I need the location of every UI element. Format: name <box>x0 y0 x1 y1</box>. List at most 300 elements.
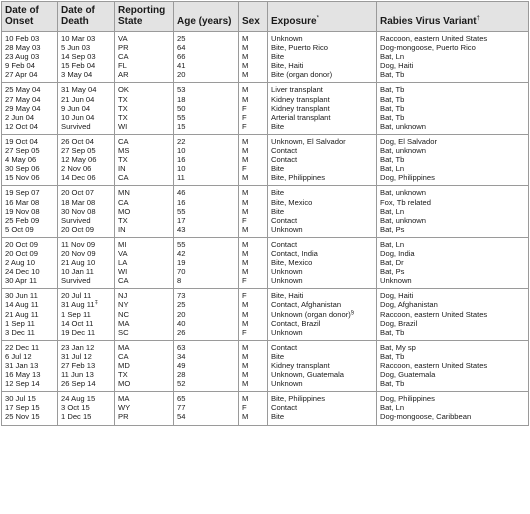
cell-date-of-onset <box>2 300 58 309</box>
cell-text: M <box>242 173 249 183</box>
table-row <box>2 113 529 122</box>
cell-text: 14 Oct 11 <box>61 318 94 328</box>
cell-text: MN <box>118 188 130 198</box>
cell-rabies-virus-variant <box>377 249 529 258</box>
cell-age <box>174 258 239 267</box>
table-row <box>2 52 529 61</box>
cell-text: 3 Dec 11 <box>5 327 35 337</box>
cell-age <box>174 403 239 412</box>
cell-text: F <box>242 164 247 174</box>
table-row <box>2 258 529 267</box>
cell-date-of-onset <box>2 289 58 301</box>
cell-reporting-state <box>115 267 174 276</box>
cell-sex <box>239 95 268 104</box>
cell-text: F <box>242 276 247 286</box>
cell-sex <box>239 32 268 44</box>
cell-reporting-state <box>115 173 174 186</box>
cell-exposure <box>268 225 377 238</box>
cell-reporting-state <box>115 113 174 122</box>
cell-text: Dog, Guatemala <box>380 370 436 380</box>
cell-reporting-state <box>115 164 174 173</box>
cell-text: 21 Aug 11 <box>5 309 39 319</box>
cell-text: Dog, El Salvador <box>380 136 437 146</box>
cell-date-of-onset <box>2 164 58 173</box>
cell-text: Contact, India <box>271 248 318 258</box>
table-row <box>2 361 529 370</box>
cell-date-of-death <box>58 340 115 352</box>
cell-text: Bat, Ps <box>380 224 405 234</box>
cell-age <box>174 104 239 113</box>
cell-exposure <box>268 392 377 404</box>
cell-text: 55 <box>177 112 186 122</box>
cell-reporting-state <box>115 310 174 319</box>
cell-text: Survived <box>61 121 91 131</box>
cell-text: NC <box>118 309 129 319</box>
cell-text: WI <box>118 267 128 277</box>
cell-text: TX <box>118 370 128 380</box>
cell-text: 31 Aug 11 <box>61 300 95 310</box>
cell-text: 53 <box>177 85 186 95</box>
cell-age <box>174 361 239 370</box>
cell-text: Survived <box>61 276 91 286</box>
cell-rabies-virus-variant <box>377 104 529 113</box>
cell-text: 19 Nov 08 <box>5 206 40 216</box>
cell-text: 4 May 06 <box>5 155 37 165</box>
table-row <box>2 70 529 83</box>
cell-text: Unknown <box>380 276 412 286</box>
cell-date-of-death <box>58 289 115 301</box>
cell-reporting-state <box>115 122 174 135</box>
cell-text: 30 Jun 11 <box>5 291 38 301</box>
cell-date-of-onset <box>2 258 58 267</box>
cell-text: SC <box>118 327 129 337</box>
cell-exposure <box>268 207 377 216</box>
cell-text: 10 Jun 04 <box>61 112 95 122</box>
cell-text: 12 Oct 04 <box>5 121 38 131</box>
cell-text: 16 <box>177 155 186 165</box>
cell-text: F <box>242 121 247 131</box>
cell-text: MD <box>118 361 130 370</box>
cell-text: 1 Dec 15 <box>61 412 92 422</box>
cell-age <box>174 267 239 276</box>
cell-date-of-death <box>58 198 115 207</box>
cell-text: OK <box>118 85 129 95</box>
cell-exposure <box>268 146 377 155</box>
cell-text: 16 <box>177 197 186 207</box>
cell-reporting-state <box>115 43 174 52</box>
cell-text: M <box>242 146 249 156</box>
cell-text: 27 Sep 05 <box>61 146 96 156</box>
header-label: Date of Death <box>61 5 95 27</box>
cell-reporting-state <box>115 207 174 216</box>
cell-text: Bat, unknown <box>380 146 427 156</box>
cell-reporting-state <box>115 319 174 328</box>
cell-reporting-state <box>115 61 174 70</box>
cell-text: 42 <box>177 248 186 258</box>
cell-exposure <box>268 249 377 258</box>
cell-text: Bat, Ps <box>380 267 405 277</box>
cell-sex <box>239 83 268 95</box>
cell-date-of-onset <box>2 95 58 104</box>
cell-text: 22 <box>177 136 186 146</box>
cell-text: 46 <box>177 188 186 198</box>
cell-text: Contact, Brazil <box>271 318 321 328</box>
cell-text: 12 May 06 <box>61 155 97 165</box>
cell-exposure <box>268 198 377 207</box>
cell-text: M <box>242 300 249 310</box>
cell-exposure <box>268 216 377 225</box>
cell-date-of-death <box>58 186 115 198</box>
cell-text: 30 Nov 08 <box>61 206 96 216</box>
cell-age <box>174 370 239 379</box>
row-group <box>2 392 529 425</box>
table-row <box>2 319 529 328</box>
cell-text: Dog, Philippines <box>380 394 435 404</box>
cell-date-of-death <box>58 164 115 173</box>
cell-text: 55 <box>177 206 186 216</box>
cell-text: 20 Oct 07 <box>61 188 94 198</box>
cell-exposure <box>268 258 377 267</box>
table-row <box>2 289 529 301</box>
cell-date-of-death <box>58 310 115 319</box>
cell-date-of-death <box>58 300 115 309</box>
cell-date-of-death <box>58 122 115 135</box>
cell-date-of-onset <box>2 237 58 249</box>
cell-text: 2 Aug 10 <box>5 258 35 268</box>
row-group <box>2 134 529 185</box>
cell-text: 77 <box>177 403 186 413</box>
table-row <box>2 340 529 352</box>
cell-date-of-death <box>58 61 115 70</box>
cell-exposure <box>268 43 377 52</box>
cell-text: M <box>242 206 249 216</box>
cell-text: Dog, Haiti <box>380 291 414 301</box>
header-date-of-death <box>58 2 115 32</box>
cell-text: Bat, Tb <box>380 85 405 95</box>
cell-text: Arterial transplant <box>271 112 331 122</box>
cell-rabies-virus-variant <box>377 267 529 276</box>
header-label: Reporting State <box>118 5 166 27</box>
cell-text: CA <box>118 276 129 286</box>
cell-date-of-onset <box>2 122 58 135</box>
cell-text: 54 <box>177 412 186 422</box>
cell-age <box>174 392 239 404</box>
footnote-marker: § <box>350 309 355 315</box>
table-row <box>2 379 529 392</box>
cell-text: Bite (organ donor) <box>271 70 333 80</box>
cell-text: Bat, Ln <box>380 164 405 174</box>
cell-text: 1 Sep 11 <box>61 309 91 319</box>
cell-rabies-virus-variant <box>377 289 529 301</box>
cell-age <box>174 310 239 319</box>
cell-sex <box>239 186 268 198</box>
cell-rabies-virus-variant <box>377 207 529 216</box>
row-group <box>2 237 529 288</box>
table-row <box>2 134 529 146</box>
cell-text: 73 <box>177 291 186 301</box>
cell-rabies-virus-variant <box>377 52 529 61</box>
cell-sex <box>239 412 268 425</box>
header-label: Sex <box>242 16 260 27</box>
row-group <box>2 186 529 237</box>
cell-exposure <box>268 61 377 70</box>
cell-sex <box>239 392 268 404</box>
table-row <box>2 352 529 361</box>
cell-text: Dog, Haiti <box>380 61 414 71</box>
cell-sex <box>239 61 268 70</box>
cell-text: F <box>242 403 247 413</box>
cell-date-of-onset <box>2 267 58 276</box>
cell-sex <box>239 122 268 135</box>
cell-date-of-onset <box>2 352 58 361</box>
cell-age <box>174 276 239 289</box>
cell-text: AR <box>118 70 129 80</box>
cell-date-of-death <box>58 83 115 95</box>
table-row <box>2 122 529 135</box>
cell-reporting-state <box>115 198 174 207</box>
cell-text: 25 May 04 <box>5 85 41 95</box>
cell-date-of-death <box>58 249 115 258</box>
cell-sex <box>239 267 268 276</box>
cell-reporting-state <box>115 276 174 289</box>
cell-date-of-death <box>58 225 115 238</box>
cell-text: 31 May 04 <box>61 85 97 95</box>
cell-sex <box>239 52 268 61</box>
cell-rabies-virus-variant <box>377 95 529 104</box>
cell-exposure <box>268 95 377 104</box>
cell-text: MA <box>118 394 130 404</box>
cell-reporting-state <box>115 32 174 44</box>
cell-reporting-state <box>115 352 174 361</box>
header-date-of-onset <box>2 2 58 32</box>
cell-text: M <box>242 267 249 277</box>
cell-text: TX <box>118 112 128 122</box>
cell-text: Unknown <box>271 34 303 43</box>
cell-text: 8 <box>177 276 182 286</box>
cell-text: Raccoon, eastern United States <box>380 309 488 319</box>
cell-text: WY <box>118 403 131 413</box>
cell-age <box>174 113 239 122</box>
cell-text: Dog, India <box>380 248 415 258</box>
cell-text: TX <box>118 94 128 104</box>
header-age <box>174 2 239 32</box>
cell-text: Bat, Ln <box>380 239 405 249</box>
cell-text: Unknown <box>271 224 303 234</box>
cell-text: MI <box>118 239 127 249</box>
cell-text: CA <box>118 136 129 146</box>
table-row <box>2 392 529 404</box>
cell-text: Bite <box>271 206 285 216</box>
cell-text: Contact <box>271 342 298 352</box>
cell-sex <box>239 289 268 301</box>
cell-age <box>174 207 239 216</box>
cell-text: 5 Jun 03 <box>61 43 91 53</box>
cell-exposure <box>268 237 377 249</box>
footnote-marker: * <box>316 15 319 22</box>
cell-date-of-onset <box>2 146 58 155</box>
cell-text: Dog-mongoose, Puerto Rico <box>380 43 476 53</box>
cell-rabies-virus-variant <box>377 164 529 173</box>
row-group <box>2 83 529 134</box>
cell-text: 1 Sep 11 <box>5 318 35 328</box>
cell-text: M <box>242 85 249 95</box>
cell-text: 21 Aug 10 <box>61 258 96 268</box>
cell-text: VA <box>118 34 128 43</box>
cell-date-of-death <box>58 146 115 155</box>
cell-text: 9 Feb 04 <box>5 61 35 71</box>
cell-text: 31 Jan 13 <box>5 361 39 370</box>
row-group <box>2 32 529 83</box>
cell-reporting-state <box>115 146 174 155</box>
cell-rabies-virus-variant <box>377 70 529 83</box>
cell-text: CA <box>118 351 129 361</box>
cell-exposure <box>268 352 377 361</box>
cell-sex <box>239 70 268 83</box>
cell-text: Bat, Tb <box>380 70 405 80</box>
cell-text: Bite, Philippines <box>271 173 326 183</box>
cell-text: 19 Dec 11 <box>61 327 96 337</box>
cell-exposure <box>268 403 377 412</box>
table-row <box>2 403 529 412</box>
cell-text: M <box>242 43 249 53</box>
table-row <box>2 249 529 258</box>
cell-text: Unknown <box>271 379 303 389</box>
cell-text: Kidney transplant <box>271 103 330 113</box>
cell-text: 31 Jul 12 <box>61 351 92 361</box>
cell-reporting-state <box>115 70 174 83</box>
table-row <box>2 164 529 173</box>
cell-date-of-death <box>58 173 115 186</box>
cell-rabies-virus-variant <box>377 225 529 238</box>
cell-text: 18 Mar 08 <box>61 197 96 207</box>
cell-text: M <box>242 94 249 104</box>
cell-text: TX <box>118 103 128 113</box>
table-row <box>2 104 529 113</box>
cell-text: M <box>242 258 249 268</box>
cell-text: Bat, Ln <box>380 206 405 216</box>
cell-date-of-onset <box>2 186 58 198</box>
cell-age <box>174 173 239 186</box>
cell-reporting-state <box>115 361 174 370</box>
cell-text: M <box>242 351 249 361</box>
table-row <box>2 198 529 207</box>
cell-age <box>174 52 239 61</box>
cell-rabies-virus-variant <box>377 122 529 135</box>
cell-text: Dog-mongoose, Caribbean <box>380 412 472 422</box>
cell-text: M <box>242 370 249 380</box>
cell-sex <box>239 113 268 122</box>
header-label: Rabies Virus Variant <box>380 16 477 27</box>
table-row <box>2 83 529 95</box>
cell-age <box>174 319 239 328</box>
cell-date-of-death <box>58 70 115 83</box>
cell-sex <box>239 352 268 361</box>
cell-text: MA <box>118 342 130 352</box>
cell-age <box>174 155 239 164</box>
cell-date-of-onset <box>2 198 58 207</box>
cell-date-of-death <box>58 52 115 61</box>
cell-text: Bat, Tb <box>380 103 405 113</box>
cell-text: VA <box>118 248 128 258</box>
cell-rabies-virus-variant <box>377 340 529 352</box>
cell-date-of-death <box>58 95 115 104</box>
cell-date-of-onset <box>2 319 58 328</box>
cell-reporting-state <box>115 83 174 95</box>
cell-text: 9 Jun 04 <box>61 103 91 113</box>
table-row <box>2 412 529 425</box>
cell-text: Bat, unknown <box>380 188 427 198</box>
cell-sex <box>239 319 268 328</box>
cell-date-of-death <box>58 379 115 392</box>
table-row <box>2 237 529 249</box>
cell-text: 30 Apr 11 <box>5 276 37 286</box>
cell-age <box>174 186 239 198</box>
cell-date-of-onset <box>2 412 58 425</box>
cell-reporting-state <box>115 379 174 392</box>
cell-text: Bite <box>271 412 285 422</box>
cell-text: Bat, Tb <box>380 379 405 389</box>
cell-text: 24 Aug 15 <box>61 394 96 404</box>
cell-date-of-death <box>58 113 115 122</box>
cell-age <box>174 328 239 341</box>
cell-exposure <box>268 134 377 146</box>
cell-text: 52 <box>177 379 186 389</box>
cell-text: Bat, Tb <box>380 94 405 104</box>
cell-text: 5 Oct 09 <box>5 224 34 234</box>
cell-text: Bite <box>271 164 285 174</box>
cell-text: 12 Sep 14 <box>5 379 40 389</box>
cell-text: 64 <box>177 43 186 53</box>
cell-date-of-onset <box>2 43 58 52</box>
cell-text: 14 Aug 11 <box>5 300 39 310</box>
cell-text: PR <box>118 43 129 53</box>
cell-date-of-onset <box>2 310 58 319</box>
cell-text: M <box>242 70 249 80</box>
cell-text: M <box>242 61 249 71</box>
cell-text: F <box>242 327 247 337</box>
cell-text: Dog, Brazil <box>380 318 418 328</box>
cell-exposure <box>268 289 377 301</box>
cell-rabies-virus-variant <box>377 258 529 267</box>
cell-text: 2 Nov 06 <box>61 164 92 174</box>
cell-exposure <box>268 32 377 44</box>
cell-rabies-virus-variant <box>377 276 529 289</box>
cell-text: Raccoon, eastern United States <box>380 361 488 370</box>
cell-text: Dog, Philippines <box>380 173 435 183</box>
cell-text: M <box>242 394 249 404</box>
cell-text: M <box>242 224 249 234</box>
cell-rabies-virus-variant <box>377 310 529 319</box>
cell-text: Unknown, Guatemala <box>271 370 345 380</box>
cell-text: 27 May 04 <box>5 94 41 104</box>
cell-reporting-state <box>115 186 174 198</box>
cell-text: 50 <box>177 103 186 113</box>
cell-text: M <box>242 318 249 328</box>
cell-age <box>174 95 239 104</box>
rabies-cases-table-container <box>1 1 528 426</box>
cell-reporting-state <box>115 104 174 113</box>
cell-text: LA <box>118 258 128 268</box>
cell-text: 20 <box>177 70 186 80</box>
cell-sex <box>239 403 268 412</box>
cell-exposure <box>268 370 377 379</box>
table-row <box>2 207 529 216</box>
cell-rabies-virus-variant <box>377 134 529 146</box>
cell-date-of-death <box>58 370 115 379</box>
cell-text: F <box>242 215 247 225</box>
cell-text: 23 Aug 03 <box>5 52 40 62</box>
cell-exposure <box>268 310 377 319</box>
